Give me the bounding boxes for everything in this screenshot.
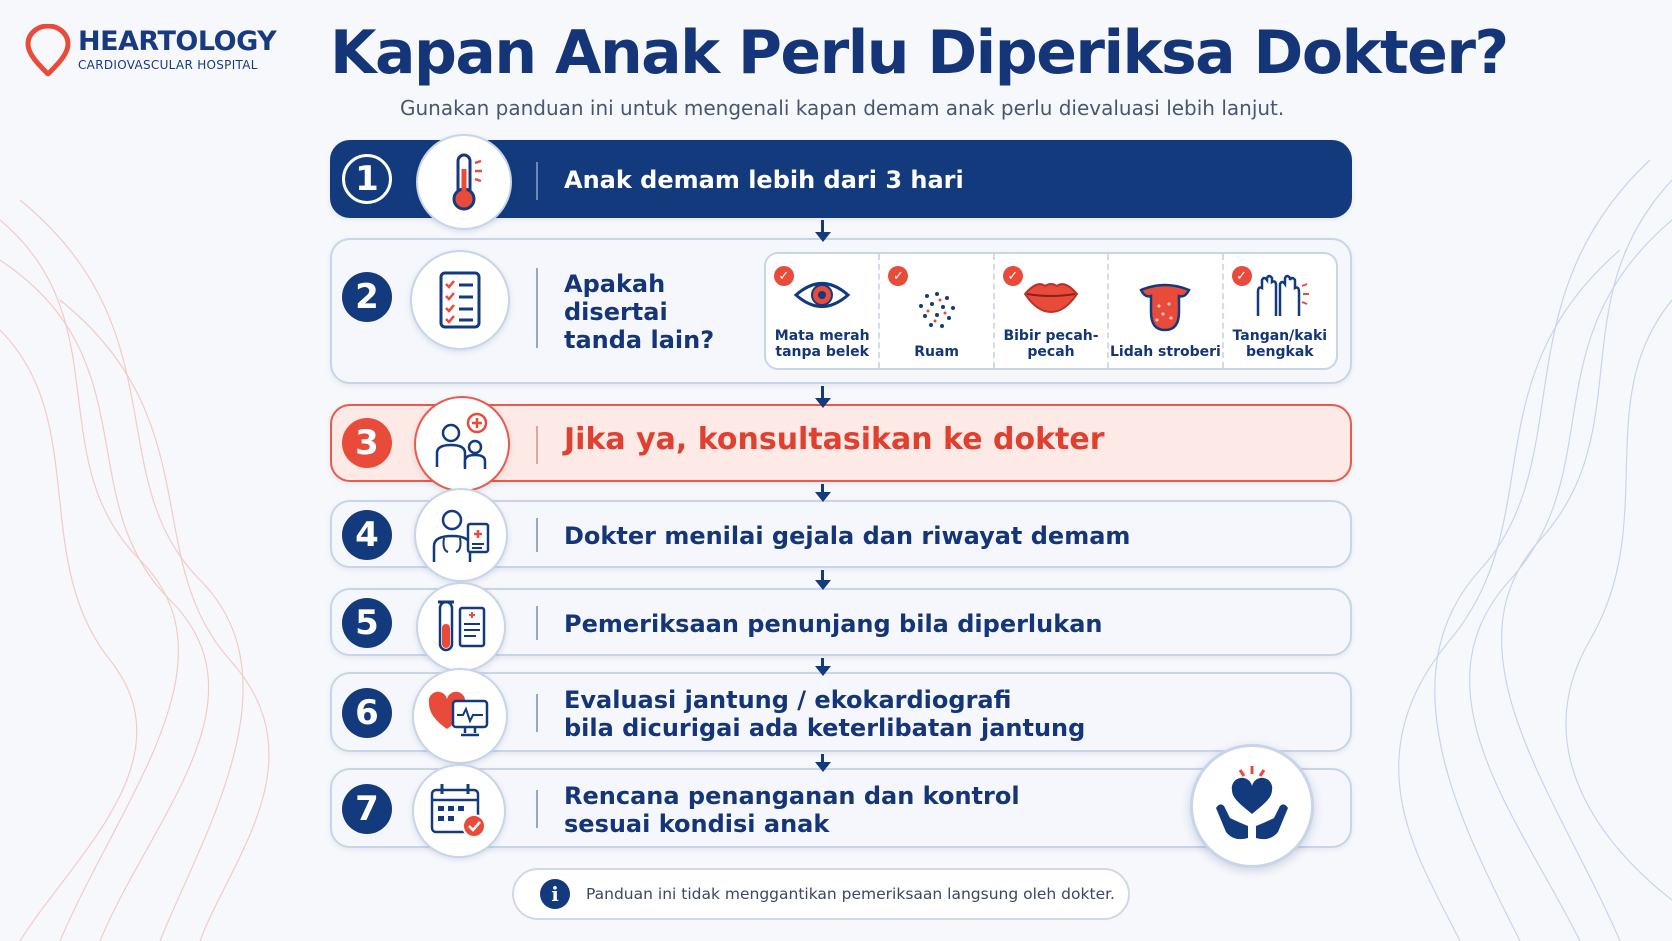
doctor-consultation-icon <box>414 396 510 492</box>
checklist-icon <box>410 250 510 350</box>
sign-label: Bibir pecah-pecah <box>1003 328 1099 360</box>
brand-tagline: CARDIOVASCULAR HOSPITAL <box>78 58 258 72</box>
rash-icon <box>907 286 967 336</box>
sign-label: Tangan/kaki bengkak <box>1232 328 1328 360</box>
page-title: Kapan Anak Perlu Diperiksa Dokter? <box>330 18 1508 88</box>
step-1-card <box>330 140 1352 218</box>
swollen-hands-icon <box>1250 270 1310 320</box>
step-1-text: Anak demam lebih dari 3 hari <box>564 166 964 194</box>
step-number-badge: 3 <box>342 418 392 468</box>
step-2-card <box>330 238 1352 384</box>
other-signs-panel <box>764 252 1338 370</box>
sign-red-eye <box>766 254 878 368</box>
calendar-check-icon <box>412 764 506 858</box>
step-number-badge: 2 <box>342 272 392 322</box>
heart-monitor-icon <box>412 668 508 764</box>
step-7-text <box>564 782 1020 838</box>
step-number-badge: 6 <box>342 688 392 738</box>
step-7-line-2: sesuai kondisi anak <box>564 810 830 838</box>
doctor-clipboard-icon <box>414 488 508 582</box>
red-eye-icon <box>792 270 852 320</box>
sign-hands <box>1222 254 1336 368</box>
sign-label: Lidah stroberi <box>1110 344 1221 360</box>
step-number-badge: 7 <box>342 784 392 834</box>
step-3-card <box>330 404 1352 482</box>
check-icon: ✓ <box>1232 266 1252 286</box>
step-number-badge: 5 <box>342 598 392 648</box>
step-5-text: Pemeriksaan penunjang bila diperlukan <box>564 610 1103 638</box>
step-4-text: Dokter menilai gejala dan riwayat demam <box>564 522 1131 550</box>
sign-tongue <box>1107 254 1221 368</box>
strawberry-tongue-icon <box>1135 278 1195 336</box>
disclaimer-note <box>512 868 1130 920</box>
check-icon: ✓ <box>888 266 908 286</box>
info-icon: i <box>540 879 570 909</box>
care-badge <box>1190 744 1314 868</box>
brand-logo <box>24 24 276 76</box>
step-6-text <box>564 686 1085 742</box>
sign-rash <box>878 254 992 368</box>
heart-pin-logo-icon <box>24 24 72 76</box>
step-5-card <box>330 588 1352 656</box>
hands-heart-icon <box>1204 758 1300 854</box>
page-subtitle: Gunakan panduan ini untuk mengenali kapan demam anak perlu dievaluasi lebih lanjut. <box>400 96 1285 120</box>
sign-label: Ruam <box>914 344 959 360</box>
brand-name: HEARTOLOGY <box>78 26 277 57</box>
sign-lips <box>993 254 1107 368</box>
step-2-text: Apakah disertai tanda lain? <box>564 270 715 354</box>
step-6-line-1: Evaluasi jantung / ekokardiografi <box>564 686 1012 714</box>
test-tube-document-icon <box>416 582 506 672</box>
step-6-line-2: bila dicurigai ada keterlibatan jantung <box>564 714 1086 742</box>
step-4-card <box>330 500 1352 568</box>
lips-icon <box>1021 270 1081 320</box>
step-number-badge: 4 <box>342 510 392 560</box>
thermometer-icon <box>416 134 512 230</box>
check-icon: ✓ <box>1003 266 1023 286</box>
step-7-line-1: Rencana penanganan dan kontrol <box>564 782 1020 810</box>
disclaimer-text: Panduan ini tidak menggantikan pemeriksaan langsung oleh dokter. <box>586 885 1115 903</box>
step-6-card <box>330 672 1352 752</box>
check-icon: ✓ <box>774 266 794 286</box>
sign-label: Mata merah tanpa belek <box>774 328 870 360</box>
step-3-text: Jika ya, konsultasikan ke dokter <box>564 422 1105 457</box>
step-number-badge: 1 <box>342 154 392 204</box>
